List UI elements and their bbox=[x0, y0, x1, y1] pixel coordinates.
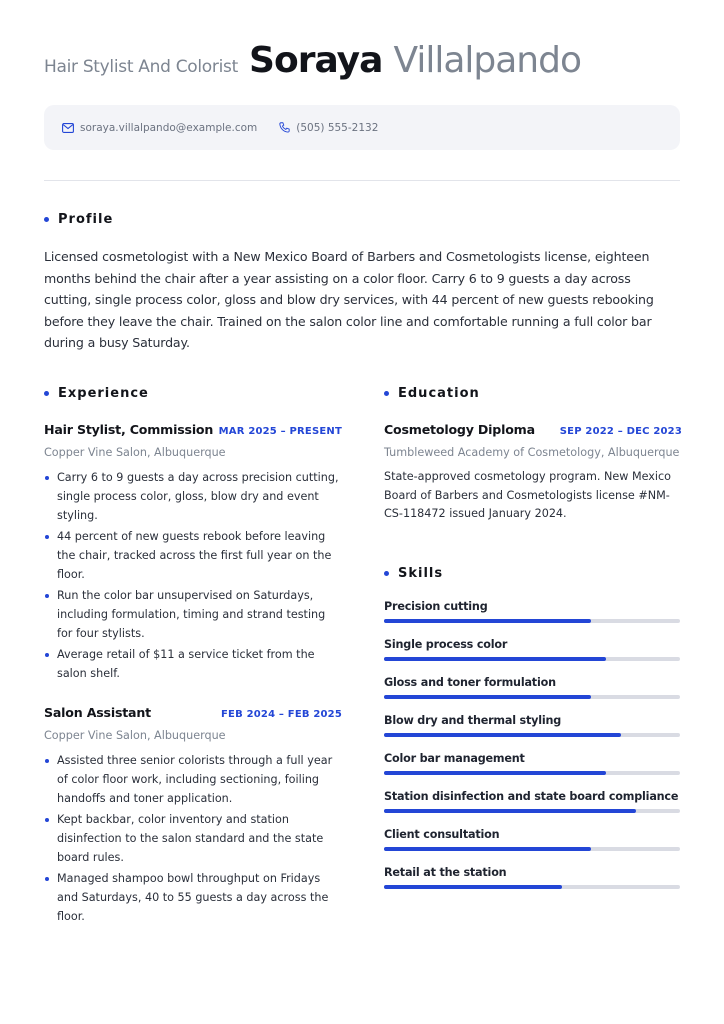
skill-bar bbox=[384, 695, 680, 699]
education-skills-column bbox=[384, 386, 682, 904]
job-title: Salon Assistant bbox=[44, 705, 151, 720]
skill-bar-fill bbox=[384, 847, 591, 851]
skill-bar-fill bbox=[384, 695, 591, 699]
skills-heading bbox=[384, 566, 682, 581]
profile-heading-text: Profile bbox=[58, 212, 114, 227]
job-dates: FEB 2024 – FEB 2025 bbox=[221, 709, 342, 720]
bullet-dot-icon bbox=[44, 217, 49, 222]
education-entry bbox=[384, 422, 682, 524]
list-item: Carry 6 to 9 guests a day across precision cutting, single process color, gloss, blow dry and event styling. bbox=[44, 468, 342, 525]
skill-bar bbox=[384, 847, 680, 851]
list-item: Kept backbar, color inventory and station disinfection to the salon standard and the state board rules. bbox=[44, 810, 342, 867]
education-dates: SEP 2022 – DEC 2023 bbox=[559, 426, 682, 437]
bullet-dot-icon bbox=[384, 571, 389, 576]
job-bullets bbox=[44, 468, 342, 683]
contact-email[interactable] bbox=[62, 122, 257, 134]
skill-bar bbox=[384, 771, 680, 775]
resume-header bbox=[44, 40, 684, 90]
education-description: State-approved cosmetology program. New Mexico Board of Barbers and Cosmetologists license #NM-CS-118472 issued January 2024. bbox=[384, 470, 672, 521]
mail-icon bbox=[62, 123, 74, 133]
contact-phone[interactable] bbox=[279, 122, 378, 134]
list-item: Average retail of $11 a service ticket from the salon shelf. bbox=[44, 645, 342, 683]
experience-heading bbox=[44, 386, 342, 401]
profile-summary: Licensed cosmetologist with a New Mexico Board of Barbers and Cosmetologists license, eighteen months behind the chair after a year assisting on a color floor. Carry 6 to 9 guests a day across cutting, single process color, gloss and blow dry services, with 44 percent of new guests rebooking before they leave the chair. Trained on the salon color line and comfortable running a full color bar during a busy Saturday. bbox=[44, 249, 654, 351]
skill-item bbox=[384, 600, 680, 623]
list-item: Assisted three senior colorists through a full year of color floor work, including sectioning, foiling handoffs and toner application. bbox=[44, 751, 342, 808]
skill-item bbox=[384, 714, 680, 737]
skill-bar bbox=[384, 809, 680, 813]
header-divider bbox=[44, 180, 680, 181]
phone-text: (505) 555-2132 bbox=[296, 121, 379, 134]
skill-item bbox=[384, 676, 680, 699]
education-heading-text: Education bbox=[398, 386, 480, 401]
skill-bar bbox=[384, 733, 680, 737]
skill-item bbox=[384, 866, 680, 889]
phone-icon bbox=[279, 122, 290, 133]
first-name: Soraya bbox=[249, 40, 383, 81]
job-entry bbox=[44, 422, 342, 683]
skill-bar-fill bbox=[384, 657, 606, 661]
skill-item bbox=[384, 790, 680, 813]
job-entry bbox=[44, 705, 342, 926]
skill-bar-fill bbox=[384, 733, 621, 737]
job-title: Hair Stylist, Commission bbox=[44, 422, 214, 437]
degree-title: Cosmetology Diploma bbox=[384, 422, 535, 437]
skill-label: Single process color bbox=[384, 637, 508, 651]
skill-label: Color bar management bbox=[384, 751, 525, 765]
school-name: Tumbleweed Academy of Cosmetology, Albuquerque bbox=[384, 446, 680, 459]
email-text: soraya.villalpando@example.com bbox=[80, 121, 258, 134]
job-employer: Copper Vine Salon, Albuquerque bbox=[44, 446, 226, 459]
skill-label: Gloss and toner formulation bbox=[384, 675, 556, 689]
list-item: Run the color bar unsupervised on Saturdays, including formulation, timing and strand testing for four stylists. bbox=[44, 586, 342, 643]
skill-label: Station disinfection and state board compliance bbox=[384, 789, 679, 803]
job-dates: MAR 2025 – PRESENT bbox=[218, 426, 342, 437]
bullet-dot-icon bbox=[44, 391, 49, 396]
skill-bar bbox=[384, 657, 680, 661]
skill-bar-fill bbox=[384, 809, 636, 813]
skill-item bbox=[384, 752, 680, 775]
skills-heading-text: Skills bbox=[398, 565, 444, 581]
profile-heading bbox=[44, 212, 113, 227]
experience-heading-text: Experience bbox=[58, 386, 149, 401]
job-employer: Copper Vine Salon, Albuquerque bbox=[44, 729, 226, 742]
skill-label: Client consultation bbox=[384, 827, 500, 841]
skill-label: Blow dry and thermal styling bbox=[384, 713, 562, 727]
list-item: Managed shampoo bowl throughput on Fridays and Saturdays, 40 to 55 guests a day across the floor. bbox=[44, 869, 342, 926]
job-subtitle: Hair Stylist And Colorist bbox=[44, 57, 238, 77]
skill-item bbox=[384, 638, 680, 661]
skill-bar-fill bbox=[384, 619, 591, 623]
list-item: 44 percent of new guests rebook before leaving the chair, tracked across the first full year on the floor. bbox=[44, 527, 342, 584]
skill-bar-fill bbox=[384, 885, 562, 889]
skill-item bbox=[384, 828, 680, 851]
skills-list bbox=[384, 600, 680, 889]
experience-column bbox=[44, 386, 342, 928]
skill-bar-fill bbox=[384, 771, 606, 775]
last-name: Villalpando bbox=[393, 40, 581, 81]
skill-label: Precision cutting bbox=[384, 599, 488, 613]
bullet-dot-icon bbox=[384, 391, 389, 396]
skill-bar bbox=[384, 885, 680, 889]
contact-bar bbox=[44, 105, 680, 150]
skill-label: Retail at the station bbox=[384, 865, 507, 879]
job-bullets bbox=[44, 751, 342, 926]
skill-bar bbox=[384, 619, 680, 623]
education-heading bbox=[384, 386, 682, 401]
